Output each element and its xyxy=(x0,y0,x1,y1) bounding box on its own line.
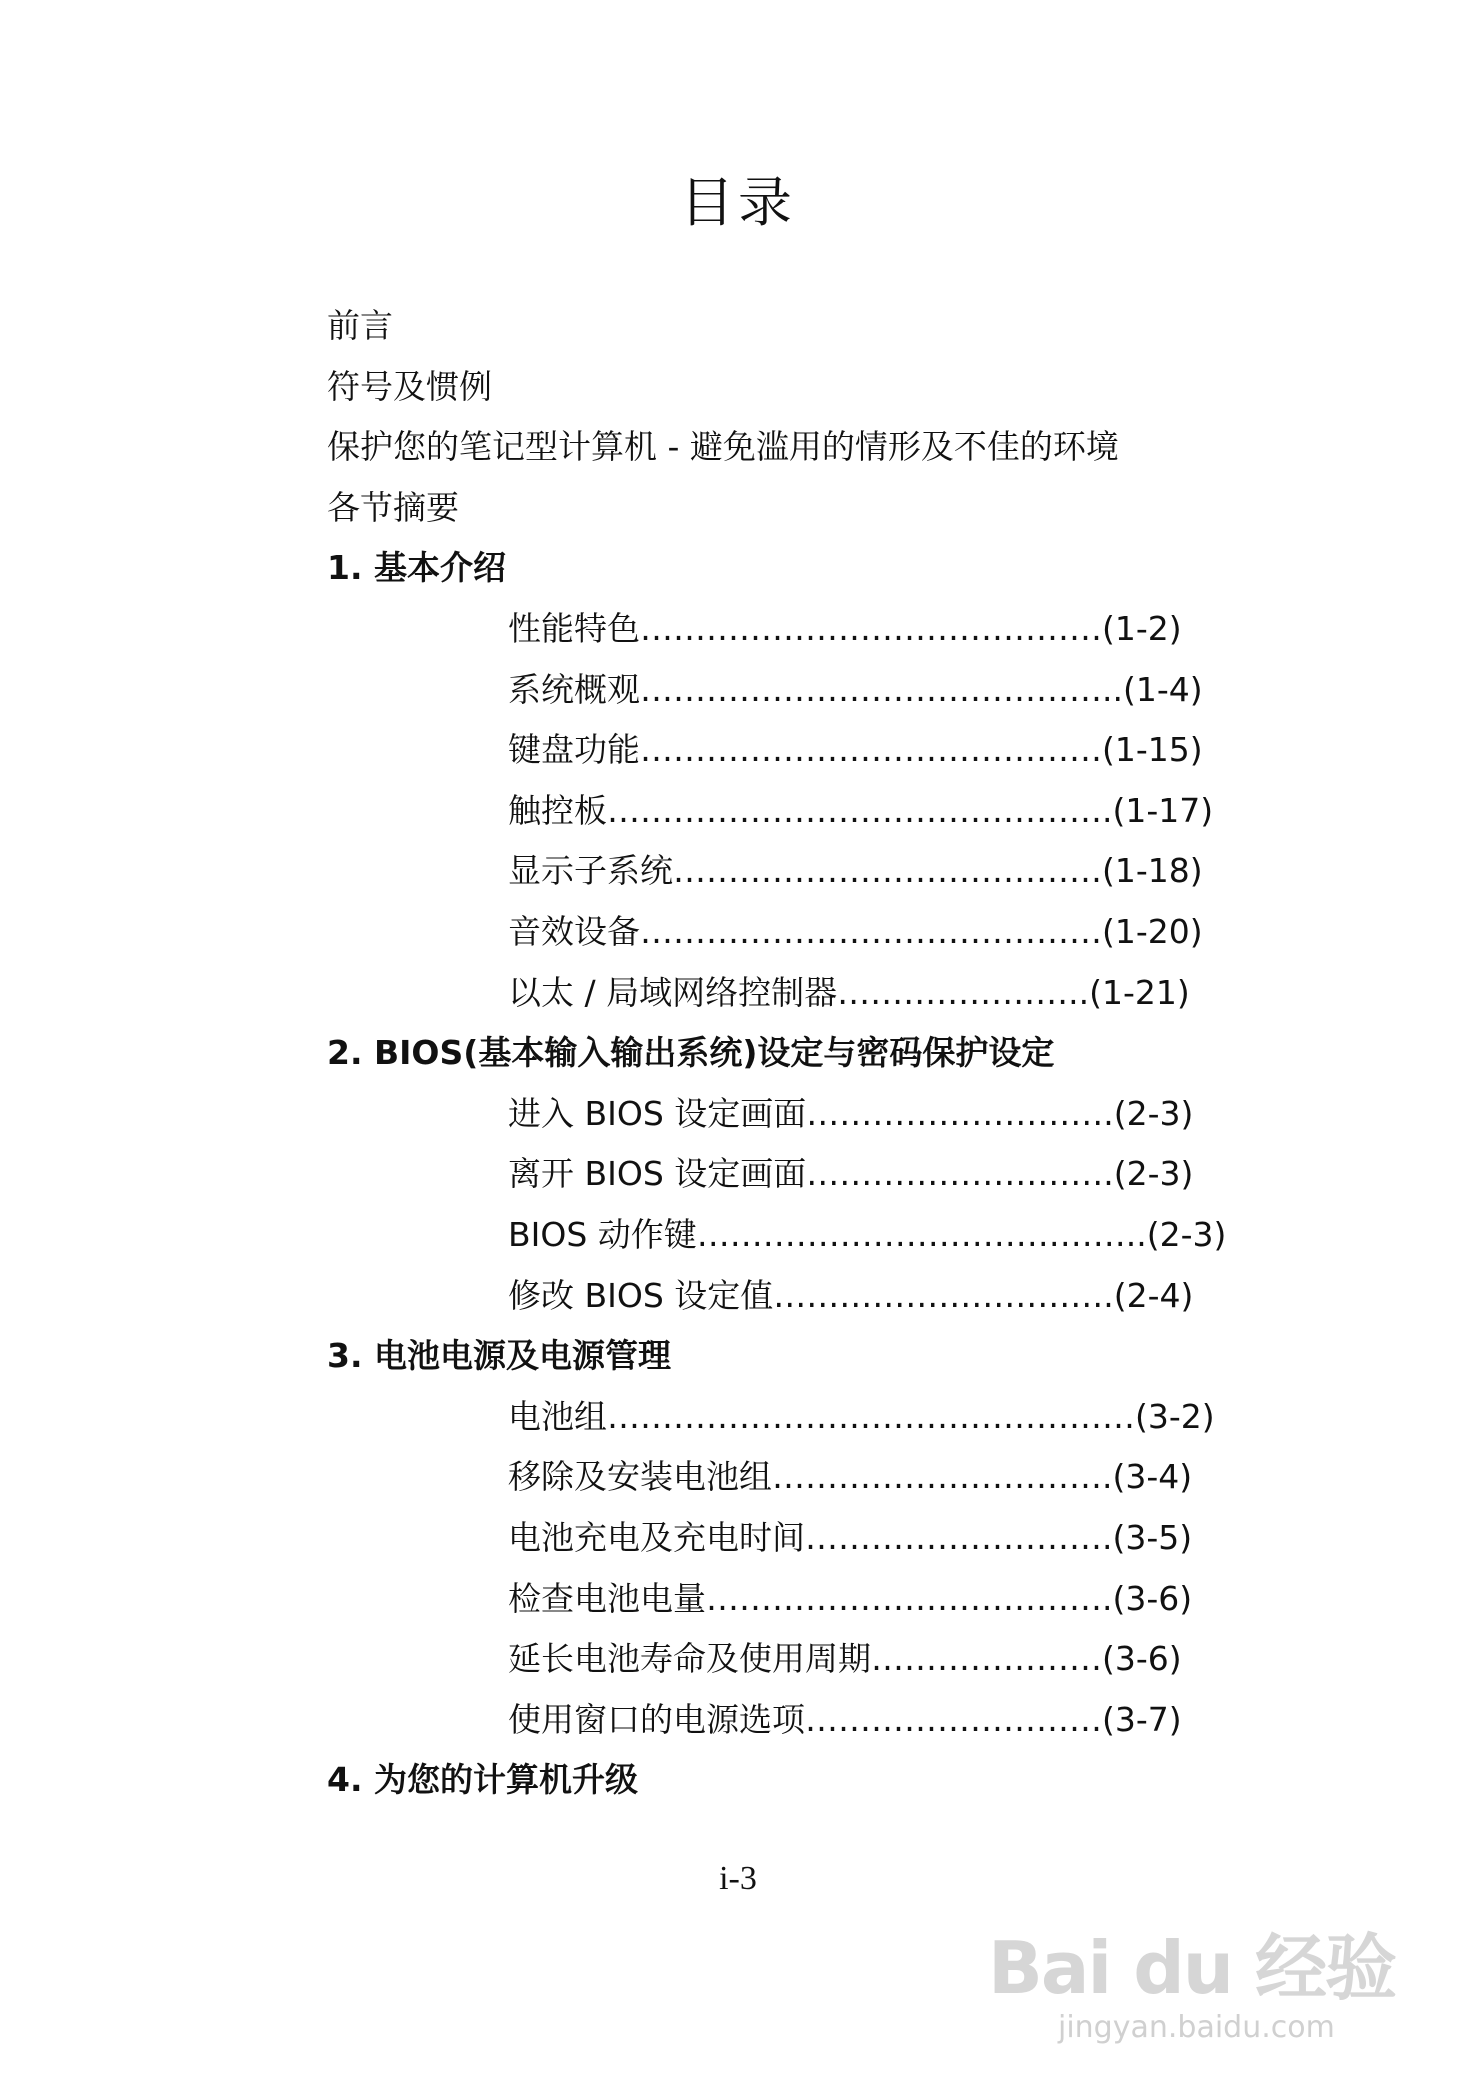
toc-entry: 音效设备……………………………………(1-20) xyxy=(508,912,1203,951)
toc-entry: 键盘功能……………………………………(1-15) xyxy=(508,730,1203,770)
toc-entry: 检查电池电量……………………………….(3-6) xyxy=(508,1578,1193,1618)
toc-chapter: 4. 为您的计算机升级 xyxy=(327,1760,638,1800)
page-title: 目录 xyxy=(680,171,796,234)
toc-front-matter: 各节摘要 xyxy=(327,487,459,527)
toc-entry: 移除及安装电池组………………………….(3-4) xyxy=(508,1457,1193,1497)
toc-entry: 使用窗口的电源选项………………………(3-7) xyxy=(508,1699,1182,1739)
page-number: i-3 xyxy=(719,1860,757,1897)
toc-entry: 离开 BIOS 设定画面……………………….(2-3) xyxy=(508,1154,1194,1194)
toc-entry: 性能特色……………………………………(1-2) xyxy=(508,609,1182,648)
toc-front-matter: 前言 xyxy=(327,306,393,345)
toc-entry: 电池充电及充电时间……………………….(3-5) xyxy=(508,1518,1193,1557)
watermark-logo-text: Bai du 经验 xyxy=(988,1926,1396,2010)
toc-entry: 修改 BIOS 设定值………………………….(2-4) xyxy=(508,1275,1194,1315)
toc-entry: 系统概观……………………………………..(1-4) xyxy=(508,669,1203,709)
toc-entry: 进入 BIOS 设定画面……………………….(2-3) xyxy=(508,1093,1194,1133)
toc-front-matter: 保护您的笔记型计算机 - 避免滥用的情形及不佳的环境 xyxy=(327,427,1119,467)
toc-entry: 以太 / 局域网络控制器…………………..(1-21) xyxy=(508,972,1190,1012)
toc-entry: 延长电池寿命及使用周期…………………(3-6) xyxy=(508,1639,1182,1679)
toc-entry: BIOS 动作键…………………………………..(2-3) xyxy=(508,1215,1227,1254)
baidu-logo xyxy=(988,1910,1395,2014)
toc-entry: 显示子系统…………………………………(1-18) xyxy=(508,851,1203,891)
toc-entry: 触控板……………………………………….(1-17) xyxy=(508,790,1214,830)
watermark-url: jingyan.baidu.com xyxy=(1058,2010,1335,2045)
toc-entry: 电池组…………………………………………(3-2) xyxy=(508,1396,1215,1436)
toc-chapter: 1. 基本介绍 xyxy=(327,548,506,588)
toc-chapter: 3. 电池电源及电源管理 xyxy=(327,1336,671,1376)
toc-chapter: 2. BIOS(基本输入输出系统)设定与密码保护设定 xyxy=(327,1033,1055,1073)
baidu-watermark xyxy=(988,1870,1428,2070)
toc-front-matter: 符号及惯例 xyxy=(327,366,492,406)
